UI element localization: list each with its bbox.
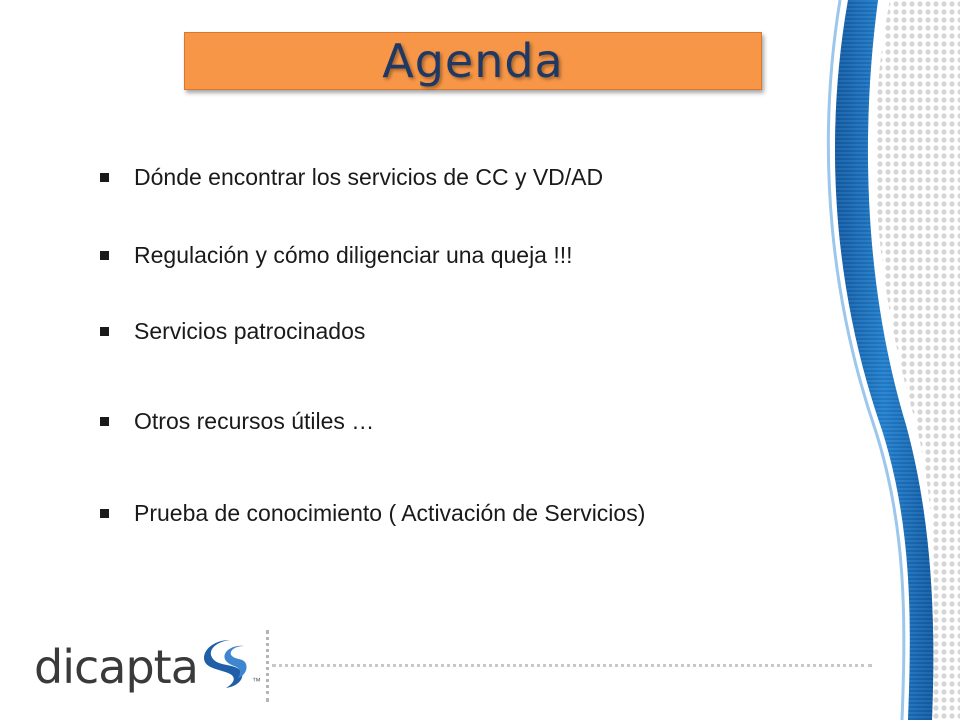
- title-banner: [184, 32, 762, 90]
- agenda-item-text: Dónde encontrar los servicios de CC y VD/AD: [134, 164, 604, 190]
- agenda-item-text: Prueba de conocimiento ( Activación de Servicios): [134, 500, 646, 526]
- square-bullet-icon: [100, 251, 109, 260]
- agenda-item-text: Regulación y cómo diligenciar una queja !!!: [134, 242, 573, 268]
- agenda-item: [100, 500, 645, 527]
- slide-title: Agenda: [382, 34, 564, 88]
- agenda-item: [100, 408, 374, 435]
- agenda-item: [100, 164, 603, 191]
- square-bullet-icon: [100, 509, 109, 518]
- dicapta-logo: [34, 638, 261, 694]
- square-bullet-icon: [100, 327, 109, 336]
- square-bullet-icon: [100, 417, 109, 426]
- logo-wordmark: dicapta: [34, 640, 198, 694]
- agenda-item-text: Servicios patrocinados: [134, 318, 366, 344]
- decorative-curve-band: [820, 0, 960, 720]
- footer-divider-vertical: [266, 630, 269, 702]
- agenda-item: [100, 318, 365, 345]
- agenda-item: [100, 242, 573, 269]
- logo-trademark: ™: [251, 676, 261, 686]
- square-bullet-icon: [100, 173, 109, 182]
- dicapta-swoosh-icon: [200, 638, 250, 690]
- agenda-item-text: Otros recursos útiles …: [134, 408, 375, 434]
- footer-divider-horizontal: [272, 664, 872, 667]
